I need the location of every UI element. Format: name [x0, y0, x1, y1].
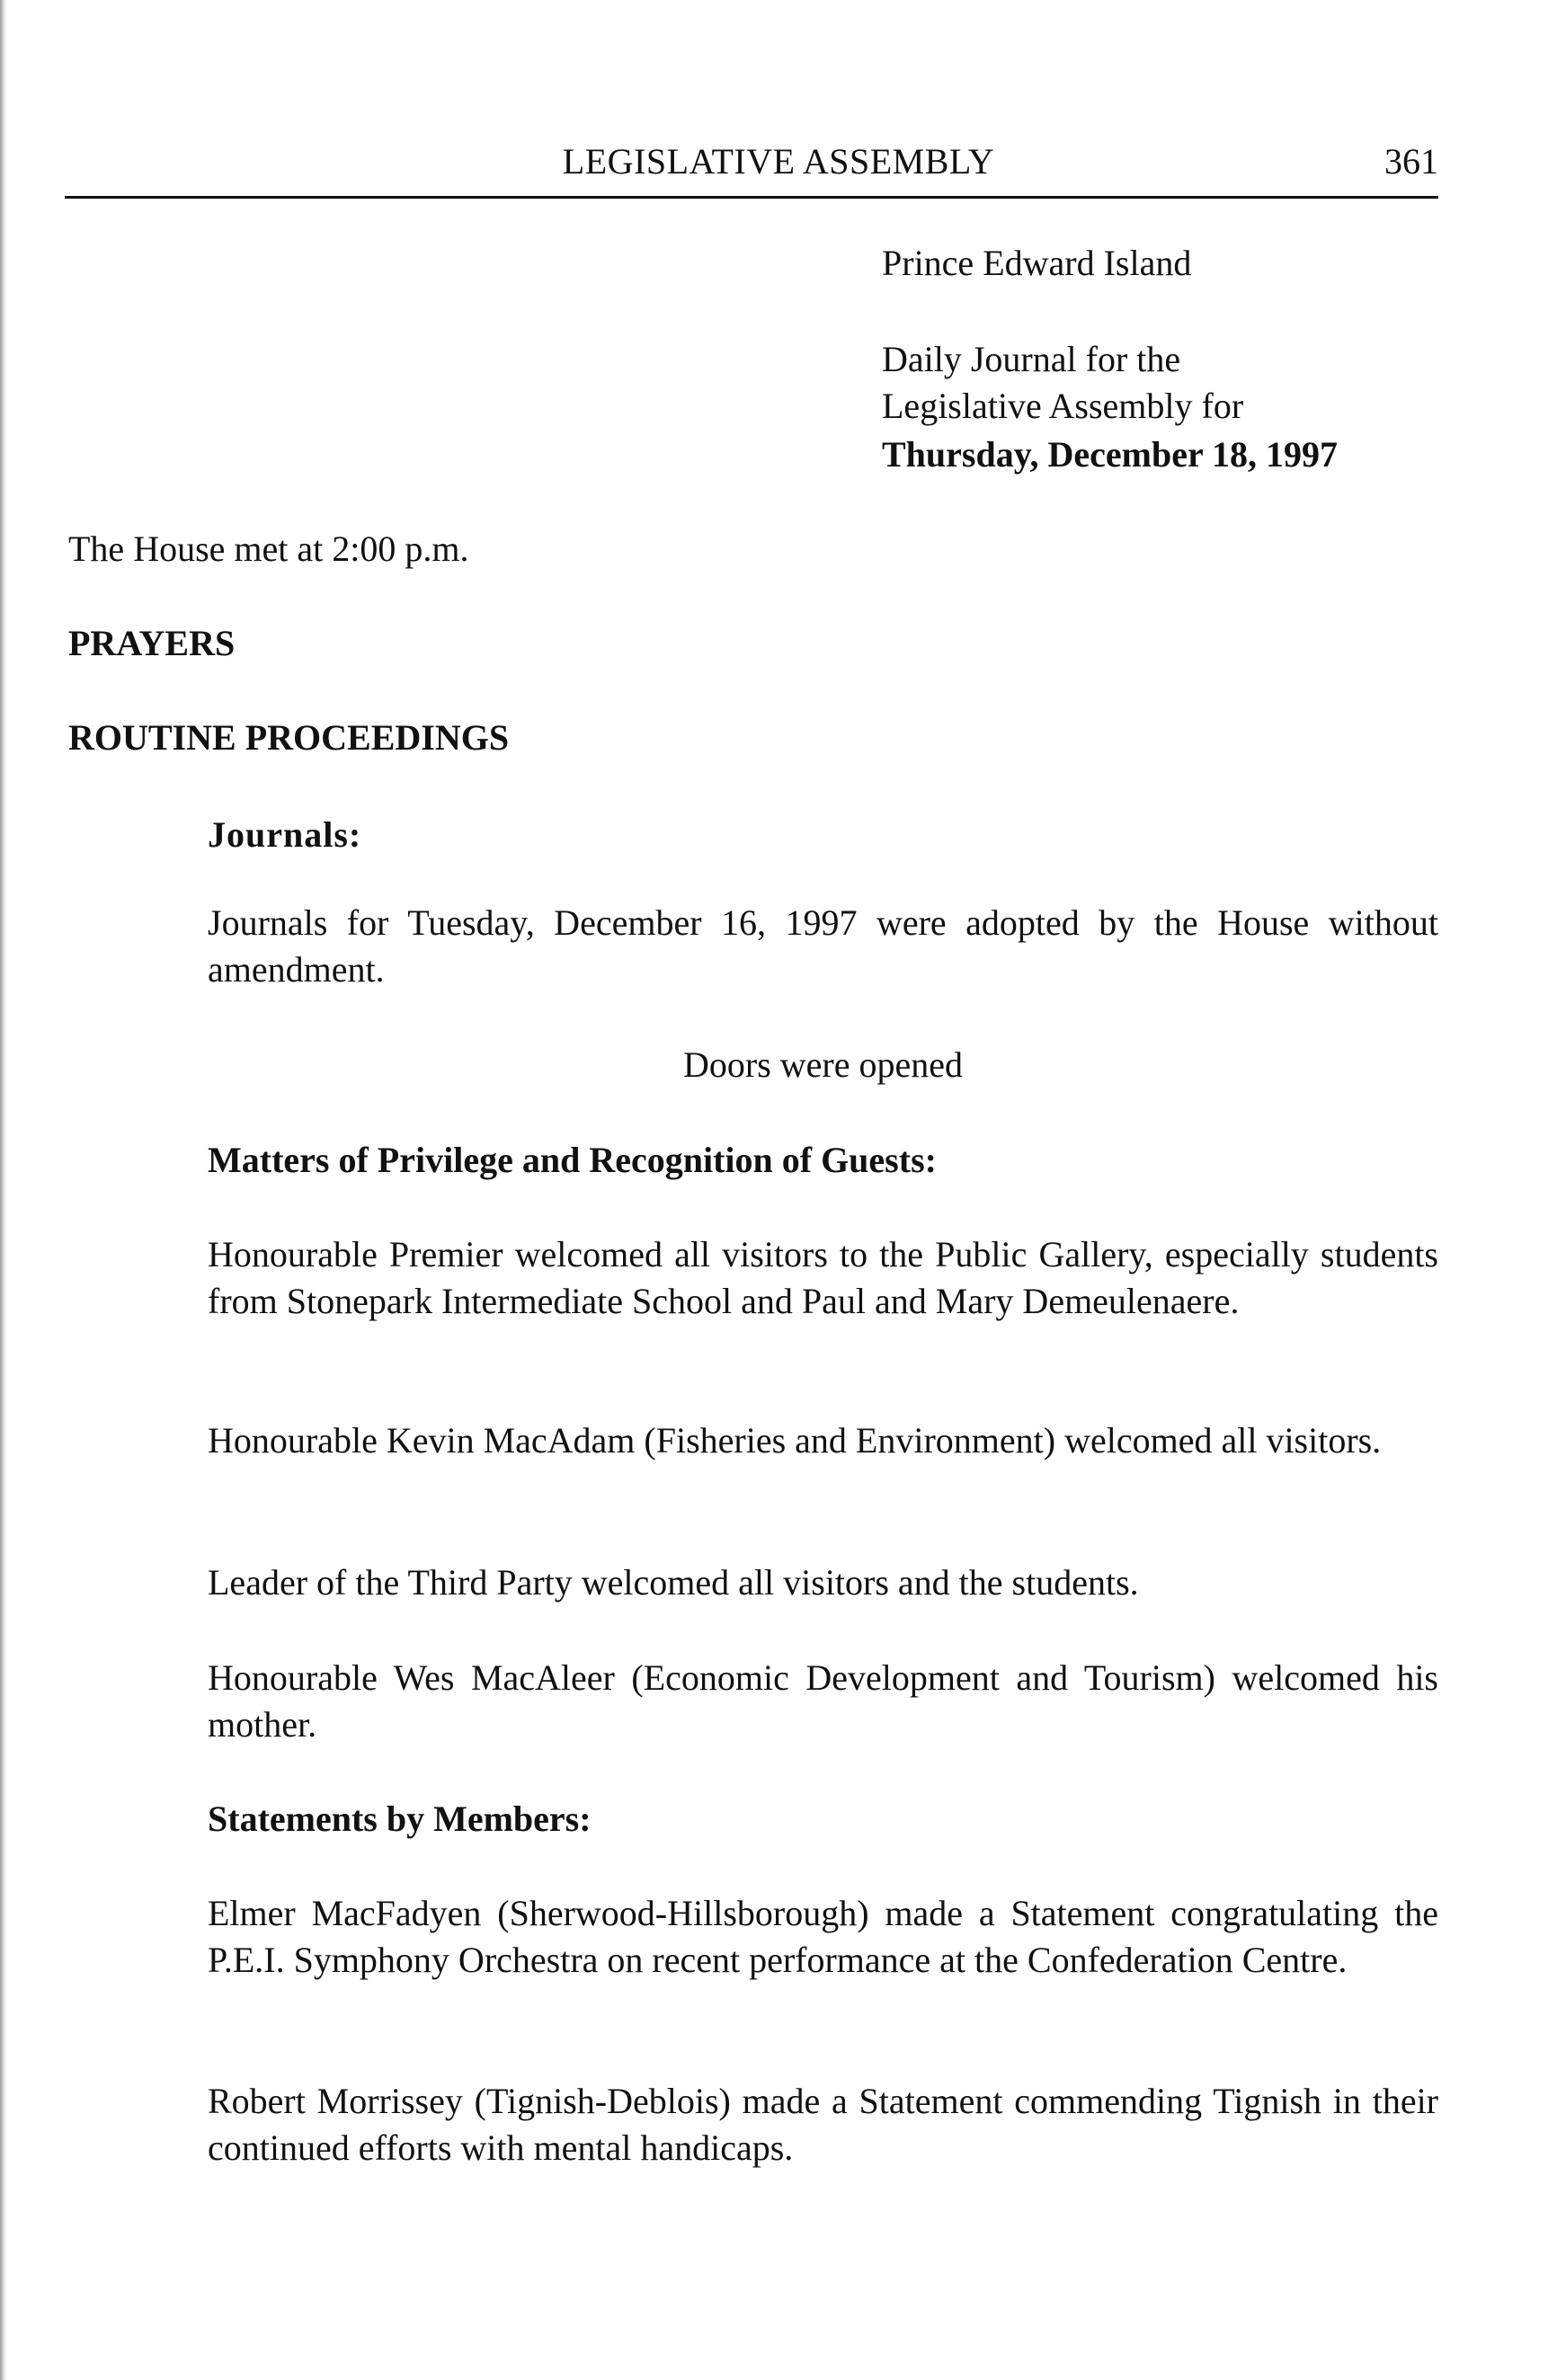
privilege-item-macaleer: Honourable Wes MacAleer (Economic Development and Tourism) welcomed his mother.	[208, 1657, 1438, 1745]
page-number: 361	[1384, 141, 1438, 182]
privilege-item-premier: Honourable Premier welcomed all visitors to the Public Gallery, especially students from Stonepark Intermediate School and Paul and Mary Demeulenaere.	[208, 1234, 1438, 1321]
masthead-province: Prince Edward Island	[882, 243, 1192, 283]
scan-edge-shadow	[0, 0, 7, 2380]
masthead-journal-line2: Legislative Assembly for	[882, 386, 1244, 426]
house-met-line: The House met at 2:00 p.m.	[68, 528, 469, 569]
header-rule	[65, 196, 1438, 199]
running-title: LEGISLATIVE ASSEMBLY	[562, 141, 995, 182]
doors-opened-line: Doors were opened	[683, 1044, 963, 1085]
privilege-heading: Matters of Privilege and Recognition of Guests:	[208, 1140, 937, 1180]
statements-heading: Statements by Members:	[208, 1798, 592, 1839]
statement-item-morrissey: Robert Morrissey (Tignish-Deblois) made a Statement commending Tignish in their continued efforts with mental handicaps.	[208, 2081, 1438, 2168]
routine-proceedings-heading: ROUTINE PROCEEDINGS	[68, 717, 510, 758]
masthead-journal-line1: Daily Journal for the	[882, 339, 1181, 379]
statement-item-macfadyen: Elmer MacFadyen (Sherwood-Hillsborough) made a Statement congratulating the P.E.I. Symphony Orchestra on recent performance at the Confederation Centre.	[208, 1893, 1438, 1980]
running-head	[65, 139, 1438, 193]
journals-heading: Journals:	[208, 814, 362, 855]
masthead-date: Thursday, December 18, 1997	[882, 434, 1339, 475]
prayers-heading: PRAYERS	[68, 623, 236, 663]
privilege-item-third-party: Leader of the Third Party welcomed all visitors and the students.	[208, 1562, 1139, 1603]
privilege-item-macadam: Honourable Kevin MacAdam (Fisheries and Environment) welcomed all visitors.	[208, 1420, 1382, 1461]
journals-paragraph: Journals for Tuesday, December 16, 1997 were adopted by the House without amendment.	[208, 902, 1438, 990]
